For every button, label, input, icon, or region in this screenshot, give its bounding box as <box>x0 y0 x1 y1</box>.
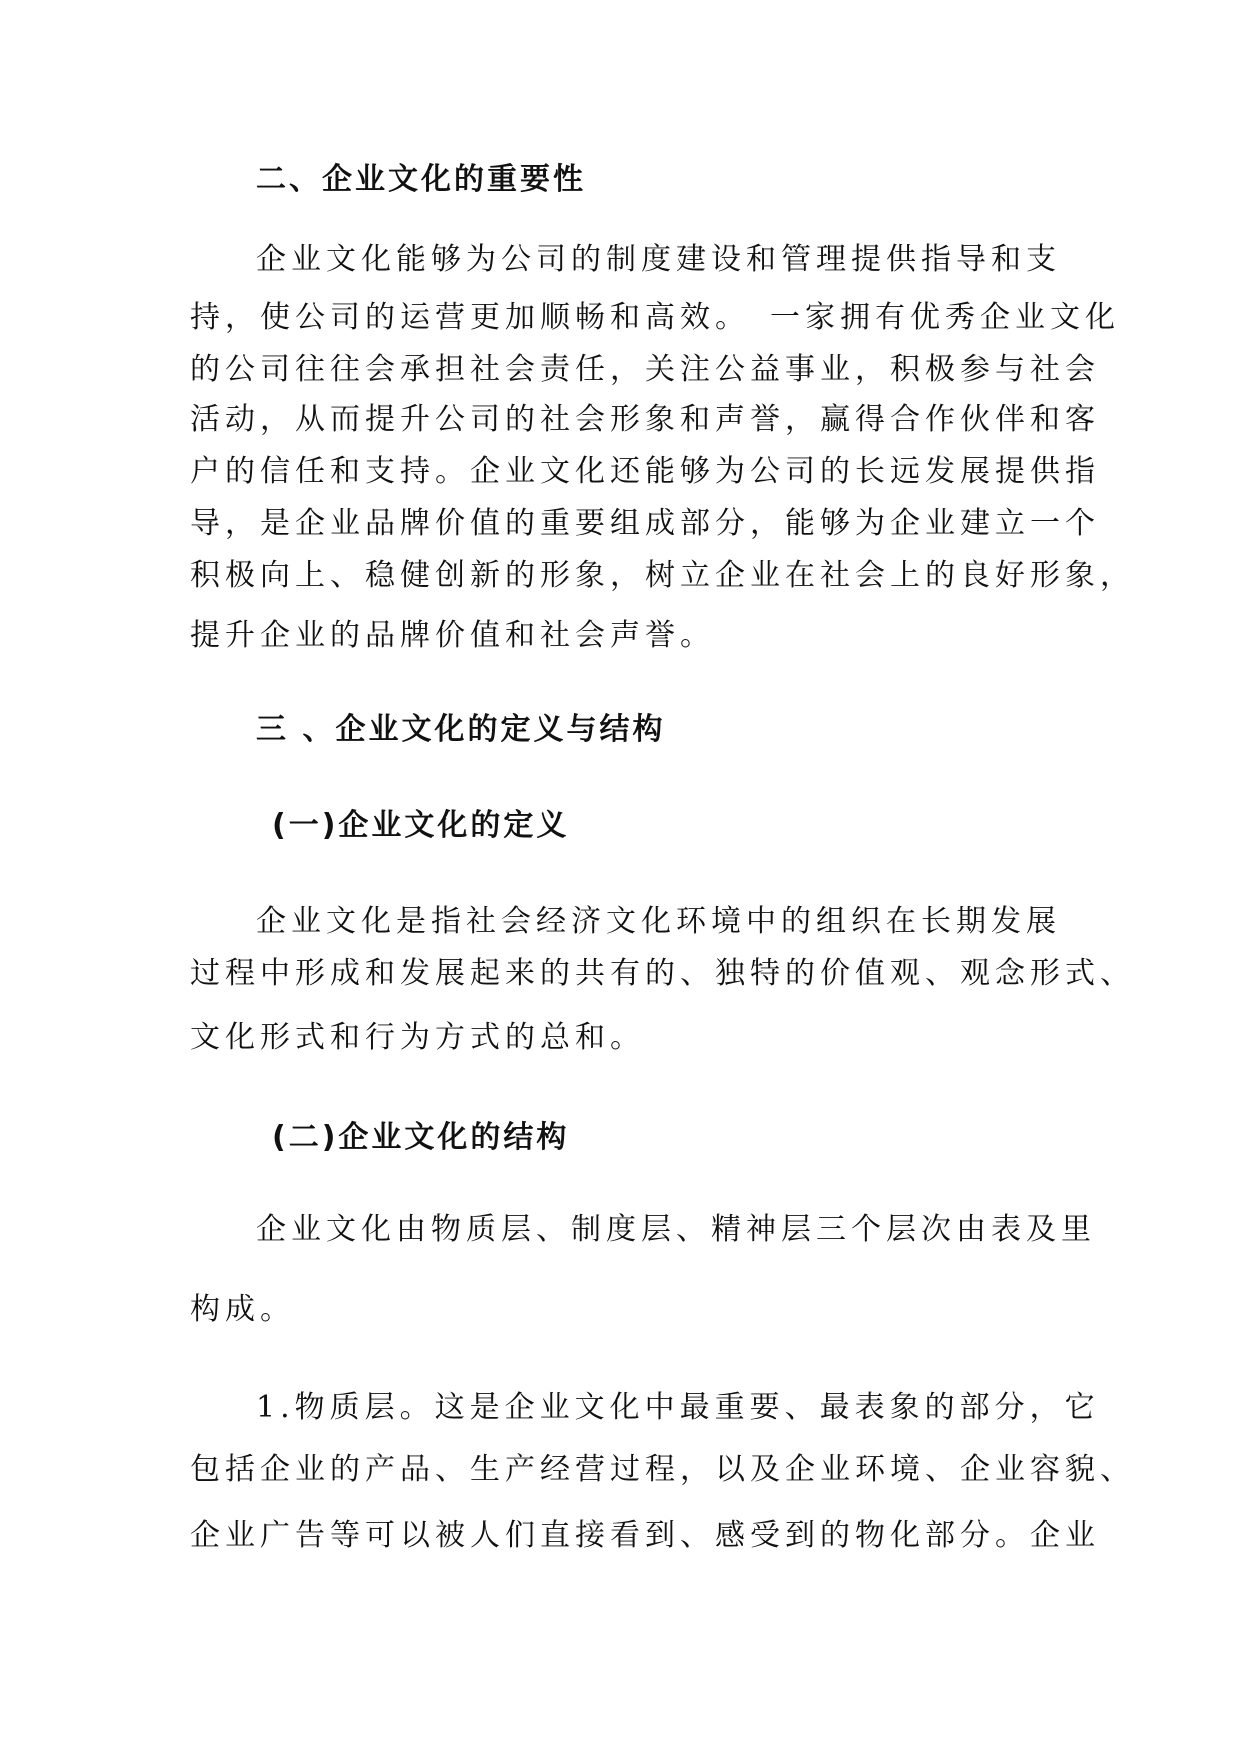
paragraph-line: 活动，从而提升公司的社会形象和声誉，赢得合作伙伴和客 <box>190 402 1100 437</box>
paragraph-line: 企业文化是指社会经济文化环境中的组织在长期发展 <box>256 904 1061 939</box>
section-heading-definition-structure: 三 、企业文化的定义与结构 <box>256 712 666 747</box>
paragraph-line: 文化形式和行为方式的总和。 <box>190 1020 645 1055</box>
paragraph-line: 导，是企业品牌价值的重要组成部分，能够为企业建立一个 <box>190 506 1100 541</box>
paragraph-line: 户的信任和支持。企业文化还能够为公司的长远发展提供指 <box>190 454 1100 489</box>
paragraph-line: 的公司往往会承担社会责任，关注公益事业，积极参与社会 <box>190 352 1100 387</box>
paragraph-line: 提升企业的品牌价值和社会声誉。 <box>190 618 715 653</box>
paragraph-line: 持，使公司的运营更加顺畅和高效。 一家拥有优秀企业文化 <box>190 300 1120 335</box>
paragraph-line: 企业广告等可以被人们直接看到、感受到的物化部分。企业 <box>190 1518 1100 1553</box>
paragraph-line: 企业文化由物质层、制度层、精神层三个层次由表及里 <box>256 1212 1096 1247</box>
subsection-heading-definition: (一)企业文化的定义 <box>272 808 570 843</box>
paragraph-line: 1.物质层。这是企业文化中最重要、最表象的部分，它 <box>256 1390 1100 1425</box>
paragraph-line: 积极向上、稳健创新的形象，树立企业在社会上的良好形象， <box>190 558 1135 593</box>
section-heading-importance: 二、企业文化的重要性 <box>256 162 586 197</box>
paragraph-line: 构成。 <box>190 1292 295 1327</box>
paragraph-line: 包括企业的产品、生产经营过程，以及企业环境、企业容貌、 <box>190 1452 1135 1487</box>
subsection-heading-structure: (二)企业文化的结构 <box>272 1120 570 1155</box>
paragraph-line: 过程中形成和发展起来的共有的、独特的价值观、观念形式、 <box>190 956 1135 991</box>
paragraph-line: 企业文化能够为公司的制度建设和管理提供指导和支 <box>256 242 1061 277</box>
